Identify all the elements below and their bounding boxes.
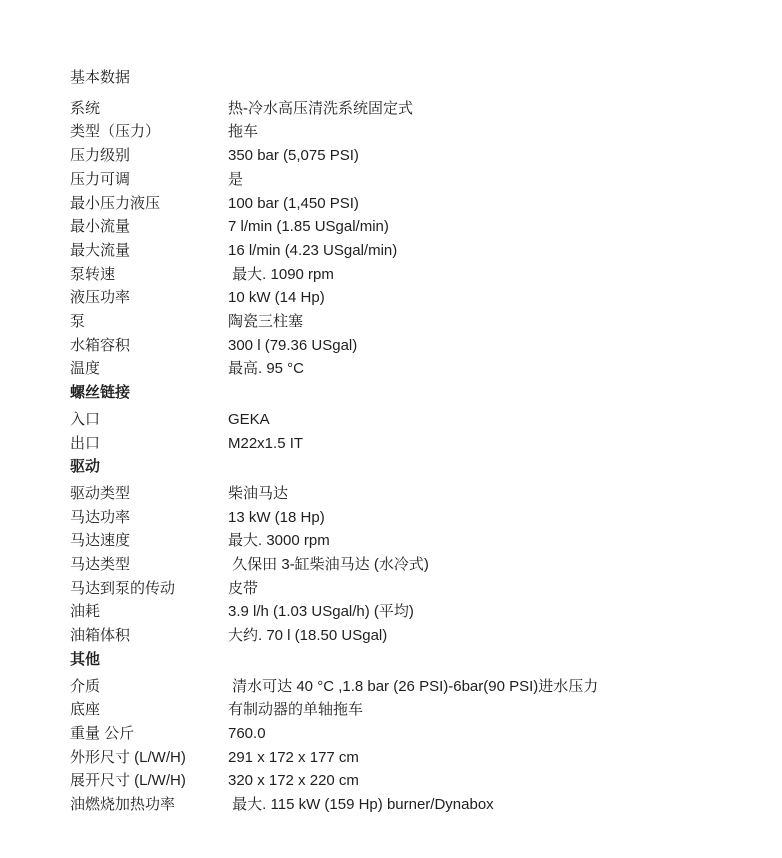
spec-row-value: 清水可达 40 °C ,1.8 bar (26 PSI)-6bar(90 PSI)进水压力	[228, 677, 599, 695]
spec-row	[70, 746, 752, 770]
spec-row-value: 16 l/min (4.23 USgal/min)	[228, 241, 398, 259]
spec-row-label: 温度	[70, 360, 101, 378]
spec-row	[70, 506, 752, 530]
spec-row-label: 油耗	[70, 603, 101, 621]
spec-row-value: 陶瓷三柱塞	[228, 313, 304, 331]
spec-row-label: 入口	[70, 410, 101, 428]
spec-row-label: 水箱容积	[70, 336, 131, 354]
spec-row-label: 类型（压力）	[70, 123, 161, 141]
spec-sections	[70, 66, 752, 817]
spec-row-value: 柴油马达	[228, 484, 289, 502]
spec-row-label: 最小压力液压	[70, 194, 161, 212]
spec-row	[70, 97, 752, 121]
spec-row-value: 350 bar (5,075 PSI)	[228, 147, 359, 165]
spec-section	[70, 66, 752, 381]
spec-row-label: 泵	[70, 313, 86, 331]
spec-row-label: 泵转速	[70, 265, 116, 283]
section-title: 其他	[70, 650, 101, 668]
spec-row	[70, 698, 752, 722]
spec-section	[70, 648, 752, 817]
spec-row-value: 320 x 172 x 220 cm	[228, 772, 359, 790]
spec-row-value: 10 kW (14 Hp)	[228, 289, 325, 307]
spec-row	[70, 144, 752, 168]
spec-row	[70, 553, 752, 577]
spec-row	[70, 357, 752, 381]
spec-row-value: M22x1.5 IT	[228, 434, 304, 452]
section-rows	[70, 408, 752, 455]
spec-row-value: 拖车	[228, 123, 259, 141]
spec-row-value: 最大. 1090 rpm	[228, 265, 334, 283]
spec-row-label: 油燃烧加热功率	[70, 796, 176, 814]
spec-row-value: 3.9 l/h (1.03 USgal/h) (平均)	[228, 603, 414, 621]
spec-row-value: 最高. 95 °C	[228, 360, 305, 378]
spec-row-label: 出口	[70, 434, 101, 452]
spec-row-value: 300 l (79.36 USgal)	[228, 336, 358, 354]
spec-row	[70, 482, 752, 506]
spec-row-value: 有制动器的单轴拖车	[228, 701, 364, 719]
spec-row	[70, 600, 752, 624]
spec-row	[70, 722, 752, 746]
spec-row	[70, 624, 752, 648]
spec-row-label: 油箱体积	[70, 627, 131, 645]
spec-row	[70, 286, 752, 310]
spec-row-label: 系统	[70, 99, 101, 117]
spec-row	[70, 310, 752, 334]
section-title: 螺丝链接	[70, 384, 131, 402]
spec-row-value: 760.0	[228, 724, 266, 742]
spec-row-label: 外形尺寸 (L/W/H)	[70, 748, 186, 766]
section-rows	[70, 482, 752, 648]
spec-row	[70, 192, 752, 216]
spec-row-label: 马达功率	[70, 508, 131, 526]
spec-row-label: 最大流量	[70, 241, 131, 259]
spec-row-value: 热-冷水高压清洗系统固定式	[228, 99, 413, 117]
spec-row	[70, 263, 752, 287]
spec-row-label: 驱动类型	[70, 484, 131, 502]
spec-row	[70, 432, 752, 456]
spec-row-label: 最小流量	[70, 218, 131, 236]
spec-row	[70, 239, 752, 263]
spec-row	[70, 793, 752, 817]
spec-row	[70, 769, 752, 793]
spec-row-value: 最大. 115 kW (159 Hp) burner/Dynabox	[228, 796, 494, 814]
spec-row-value: GEKA	[228, 410, 270, 428]
spec-row	[70, 334, 752, 358]
section-title: 驱动	[70, 458, 101, 476]
spec-row-label: 马达到泵的传动	[70, 579, 176, 597]
spec-row-value: 100 bar (1,450 PSI)	[228, 194, 359, 212]
spec-row-value: 13 kW (18 Hp)	[228, 508, 325, 526]
spec-row-label: 马达类型	[70, 556, 131, 574]
spec-row-label: 重量 公斤	[70, 724, 135, 742]
spec-row-label: 展开尺寸 (L/W/H)	[70, 772, 186, 790]
section-rows	[70, 97, 752, 381]
spec-row-value: 291 x 172 x 177 cm	[228, 748, 359, 766]
spec-row-label: 介质	[70, 677, 101, 695]
spec-row	[70, 675, 752, 699]
spec-row-label: 液压功率	[70, 289, 131, 307]
spec-row-value: 最大. 3000 rpm	[228, 532, 330, 550]
spec-row-value: 久保田 3-缸柴油马达 (水冷式)	[228, 556, 429, 574]
spec-row-value: 7 l/min (1.85 USgal/min)	[228, 218, 389, 236]
spec-row	[70, 168, 752, 192]
spec-row-label: 压力级别	[70, 147, 131, 165]
spec-row-label: 马达速度	[70, 532, 131, 550]
spec-row	[70, 529, 752, 553]
spec-row-value: 大约. 70 l (18.50 USgal)	[228, 627, 388, 645]
spec-row	[70, 120, 752, 144]
spec-section	[70, 381, 752, 455]
spec-row-label: 压力可调	[70, 170, 131, 188]
section-rows	[70, 675, 752, 817]
spec-row	[70, 577, 752, 601]
section-title: 基本数据	[70, 69, 131, 86]
spec-row-value: 是	[228, 170, 244, 188]
spec-row-label: 底座	[70, 701, 101, 719]
spec-row	[70, 215, 752, 239]
spec-row-value: 皮带	[228, 579, 259, 597]
spec-row	[70, 408, 752, 432]
spec-section	[70, 455, 752, 648]
